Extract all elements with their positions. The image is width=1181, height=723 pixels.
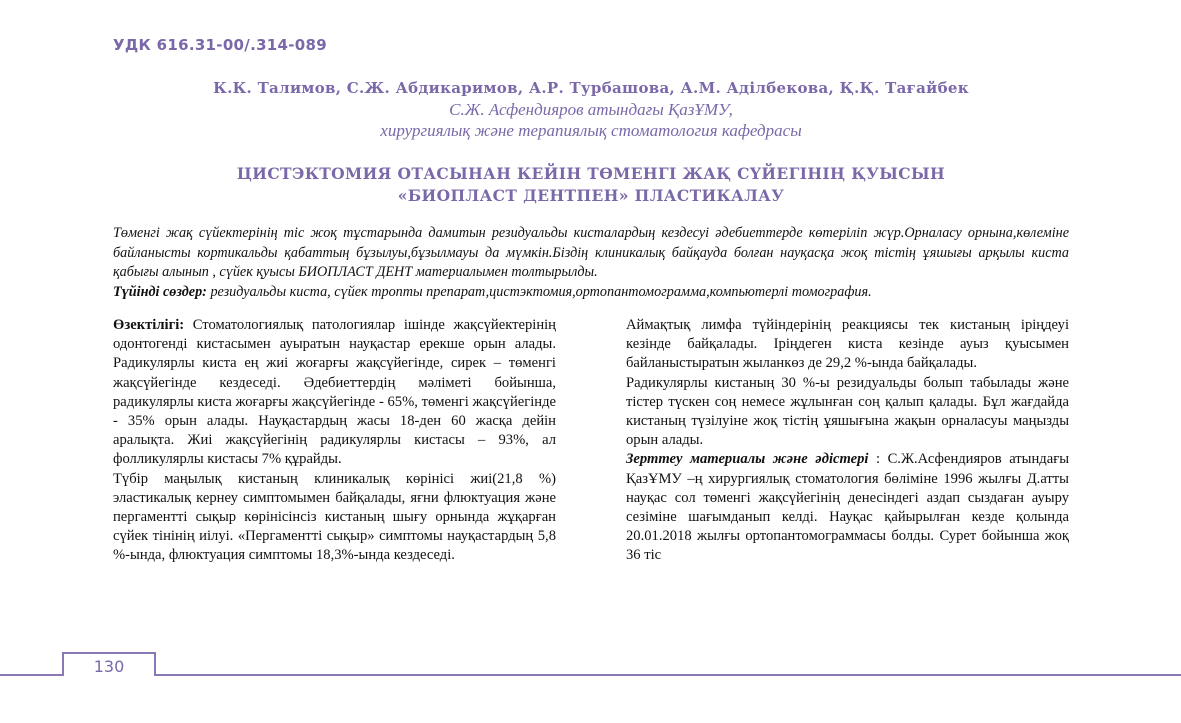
title-line-1: ЦИСТЭКТОМИЯ ОТАСЫНАН КЕЙІН ТӨМЕНГІ ЖАҚ СҮЙЕГІНІҢ ҚУЫСЫН [236,164,946,183]
methods-label: Зерттеу материалы және әдістері [626,451,869,468]
title-line-2: «БИОПЛАСТ ДЕНТПЕН» ПЛАСТИКАЛАУ [397,186,785,205]
author-block [113,78,1069,141]
keywords [113,283,1069,303]
article-title [113,163,1069,207]
clinical-paragraph: Түбір маңылық кистаның клиникалық көрінісі жиі(21,8 %) эластикалық кернеу симптомымен байқалады, яғни флюктуация және пергаментті сықыр көрінісінсіз кистаның шығу орнында жұқарған сүйек тінінің иілуі. «Пергаментті сықыр» симптомы науқастардың 5,8 %-ында, флюктуация симптомы 18,3%-ында кездеседі. [113,470,556,564]
affiliation-line-1: С.Ж. Асфендияров атындағы ҚазҰМУ, [449,100,733,119]
relevance-text: Стоматологиялық патологиялар ішінде жақсүйектерінің одонтогенді кистасымен ауыратын науқастар ерекше орын алады. Радикулярлы киста ең жиі жоғарғы жақсүйегінде, сирек – төменгі жақсүйегінде кездеседі. Әдебиеттердің мәліметі бойынша, радикулярлы киста жоғарғы жақсүйегінде - 65%, төменгі жақсүйегінде - 35% орын алады. Науқастардың жасы 18-ден 60 жасқа дейін аралықта. Жиі жақсүйегінің радикулярлы кистасы – 93%, ал фолликулярлы кистасы 7% құрайды. [113,317,556,468]
footer-rule [0,674,1181,676]
right-column [626,316,1069,566]
relevance-label: Өзектілігі: [113,317,185,333]
residual-paragraph: Радикулярлы кистаның 30 %-ы резидуальды болып табылады және тістер түскен соң немесе жұлынған соң қалып қалады. Бұл жағдайда кистаның түзілуіне жоқ тістің ұяшығына жақын орналасуы маңызды орын алады. [626,374,1069,449]
keywords-text: резидуальды киста, сүйек тропты препарат,цистэктомия,ортопантомограмма,компьютерлі томография. [206,283,872,300]
relevance-paragraph [113,316,556,470]
methods-paragraph [626,450,1069,565]
abstract-text: Төменгі жақ сүйектерінің тіс жоқ тұстарында дамитын резидуальды кисталардың кездесуі әдебиеттерде көтеріліп жүр.Орналасу орнына,көлеміне байланысты кортикальды қабаттың бұзылуы,бұзылмауы да мүмкін.Біздің клиникалық байқауда болған науқасқа жоқ тістің ұяшығы арқылы киста қабығы алынып , сүйек қуысы БИОПЛАСТ ДЕНТ материалымен толтырылды. [113,225,1069,280]
lymph-paragraph: Аймақтық лимфа түйіндерінің реакциясы тек кистаның іріңдеуі кезінде байқалады. Іріңдеген киста кезінде ауыз қуысымен байланыстыратын жыланкөз де 29,2 %-ында байқалады. [626,317,1069,372]
left-column [113,316,556,566]
udc-code: УДК 616.31-00/.314-089 [113,36,328,54]
keywords-label: Түйінді сөздер: [113,283,207,300]
abstract [113,224,1069,302]
authors-list: К.К. Талимов, С.Ж. Абдикаримов, А.Р. Турбашова, А.М. Аділбекова, Қ.Қ. Тағайбек [213,79,969,97]
page-number: 130 [62,652,156,676]
affiliation-line-2: хирургиялық және терапиялық стоматология кафедрасы [380,121,802,140]
methods-text: : С.Ж.Асфендияров атындағы ҚазҰМУ –ң хирургиялық стоматология бөліміне 1996 жылғы Д.атты науқас сол төменгі жақсүйегінің денесіндегі аздап сыздаған ауыру сезіміне шағымданып келді. Науқас қайырылған кезде қолында 20.01.2018 жылғы ортопантомограммасы болды. Сурет бойынша жоқ 36 тіс [626,451,1069,564]
